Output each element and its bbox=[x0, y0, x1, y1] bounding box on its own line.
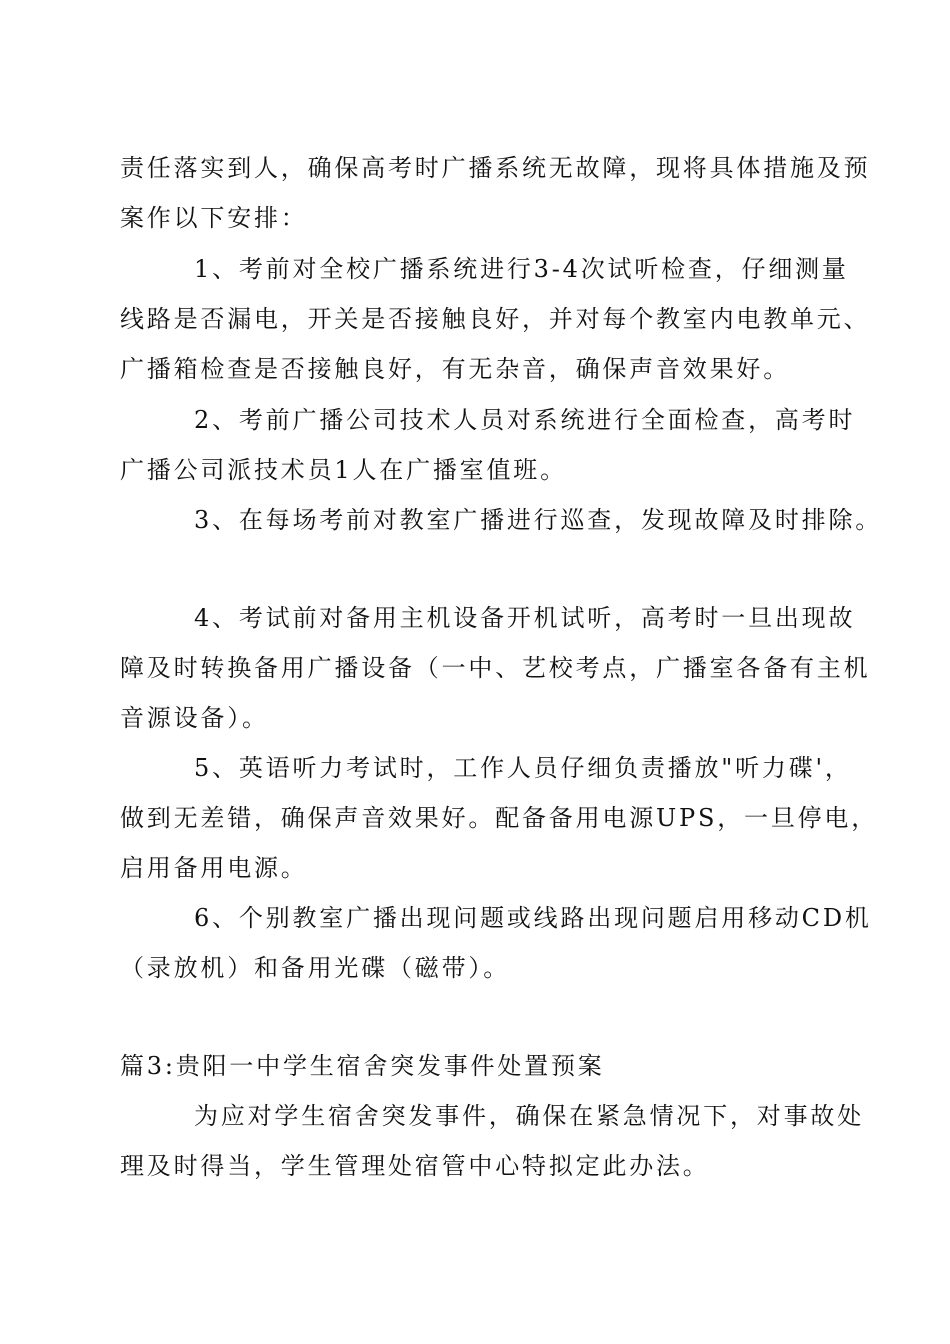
text-line: 责任落实到人，确保高考时广播系统无故障，现将具体措施及预 bbox=[120, 154, 871, 182]
text-line: 广播箱检查是否接触良好，有无杂音，确保声音效果好。 bbox=[120, 355, 790, 383]
text-line: 理及时得当，学生管理处宿管中心特拟定此办法。 bbox=[120, 1152, 710, 1180]
text-line: 做到无差错，确保声音效果好。配备备用电源UPS，一旦停电， bbox=[120, 804, 879, 832]
paragraph-item-5: 5、英语听力考试时，工作人员仔细负责播放"听力碟'， bbox=[194, 754, 852, 782]
paragraph-item-6: 6、个别教室广播出现问题或线路出现问题启用移动CD机 bbox=[194, 904, 872, 932]
paragraph-item-1: 1、考前对全校广播系统进行3-4次试听检查，仔细测量 bbox=[194, 255, 849, 283]
text-line: 线路是否漏电，开关是否接触良好，并对每个教室内电教单元、 bbox=[120, 305, 871, 333]
paragraph-item-3: 3、在每场考前对教室广播进行巡查，发现故障及时排除。 bbox=[194, 506, 883, 534]
text-line: 音源设备）。 bbox=[120, 704, 269, 732]
paragraph-intro: 为应对学生宿舍突发事件，确保在紧急情况下，对事故处 bbox=[194, 1102, 864, 1130]
text-line: 启用备用电源。 bbox=[120, 854, 308, 882]
text-line: 案作以下安排： bbox=[120, 204, 308, 232]
text-line: 广播公司派技术员1人在广播室值班。 bbox=[120, 456, 567, 484]
paragraph-item-4: 4、考试前对备用主机设备开机试听，高考时一旦出现故 bbox=[194, 604, 856, 632]
text-line: （录放机）和备用光碟（磁带）。 bbox=[120, 954, 510, 982]
text-line: 障及时转换备用广播设备（一中、艺校考点，广播室各备有主机 bbox=[120, 654, 871, 682]
section-heading: 篇3:贵阳一中学生宿舍突发事件处置预案 bbox=[120, 1052, 605, 1080]
paragraph-item-2: 2、考前广播公司技术人员对系统进行全面检查，高考时 bbox=[194, 406, 856, 434]
